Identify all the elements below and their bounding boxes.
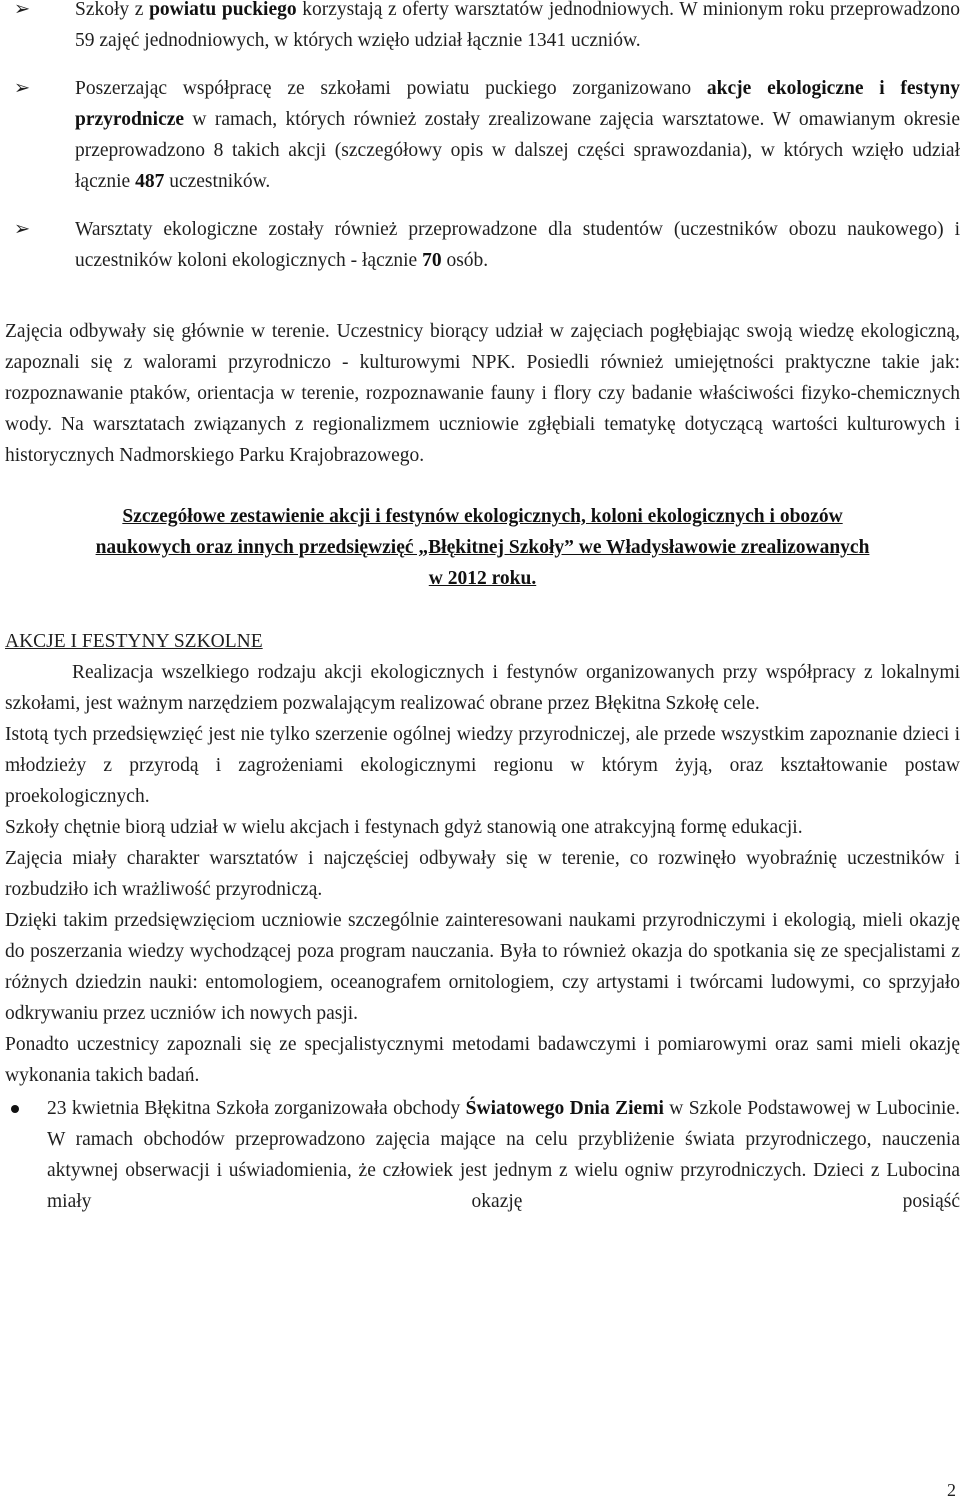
text: osób.: [441, 250, 489, 271]
paragraph: Realizacja wszelkiego rodzaju akcji ekologicznych i festynów organizowanych przy współpracy z lokalnymi szkołami, jest ważnym narzędziem pozwalającym realizować obrane przez Błękitna Szkołę cele.: [5, 662, 960, 714]
summary-heading: [5, 501, 960, 594]
text: uczestników.: [164, 171, 271, 192]
heading-line: w 2012 roku.: [428, 568, 537, 589]
bullet-item-ecological-actions: [5, 73, 960, 197]
paragraph: Szkoły chętnie biorą udział w wielu akcjach i festynach gdyż stanowią one atrakcyjną formę edukacji.: [5, 817, 803, 838]
bold-number: 487: [135, 171, 165, 192]
text: 23 kwietnia Błękitna Szkoła zorganizowała obchody: [47, 1098, 466, 1119]
text: w Szkole Podstawowej w Lubocinie. W ramach obchodów przeprowadzono zajęcia mające na celu przybliżenie świata przyrodniczego, nauczenia aktywnej obserwacji i uświadomienia, że człowiek jest jednym z wielu ogniw przyrodniczych. Dzieci z Lubocina miały okazję posiąść: [47, 1098, 960, 1212]
paragraph: Zajęcia miały charakter warsztatów i najczęściej odbywały się w terenie, co rozwinęło wyobraźnię uczestników i rozbudziło ich wrażliwość przyrodniczą.: [5, 848, 960, 900]
bullet-item-students-workshops: [5, 214, 960, 276]
section-title: AKCJE I FESTYNY SZKOLNE: [5, 631, 263, 652]
paragraph-field-activities: Zajęcia odbywały się głównie w terenie. Uczestnicy biorący udział w zajęciach pogłębiając swoją wiedzę ekologiczną, zapoznali się z walorami przyrodniczo - kulturowymi NPK. Posiedli również umiejętności praktyczne takie jak: rozpoznawanie ptaków, orientacja w terenie, rozpoznawanie fauny i flory czy badanie właściwości fizyko-chemicznych wody. Na warsztatach związanych z regionalizmem uczniowie zgłębiali tematykę dotyczącą wartości kulturowych i historycznych Nadmorskiego Parku Krajobrazowego.: [5, 321, 960, 466]
paragraph: Dzięki takim przedsięwzięciom uczniowie szczególnie zainteresowani naukami przyrodniczymi i ekologią, mieli okazję do poszerzania wiedzy wychodzącej poza program nauczania. Była to również okazja do spotkania się ze specjalistami z różnych dziedzin nauki: entomologiem, oceanografem ornitologiem, czy artystami i twórcami ludowymi, co sprzyjało odkrywaniu przez uczniów ich nowych pasji.: [5, 910, 960, 1024]
bullet-item-schools: [5, 0, 960, 56]
text: Poszerzając współpracę ze szkołami powiatu puckiego zorganizowano: [75, 78, 707, 99]
document-page: [5, 0, 960, 1217]
text: korzystają z oferty warsztatów jednodniowych. W minionym roku przeprowadzono 59 zajęć jednodniowych, w których wzięło udział łącznie 1341 uczniów.: [75, 0, 960, 51]
text: Warsztaty ekologiczne zostały również przeprowadzone dla studentów (uczestników obozu naukowego) i uczestników koloni ekologicznych - łącznie: [75, 219, 960, 271]
text: Szkoły z: [75, 0, 150, 20]
bold-number: 70: [422, 250, 442, 271]
text: w ramach, których również zostały zrealizowane zajęcia warsztatowe. W omawianym okresie przeprowadzono 8 takich akcji (szczegółowy opis w dalszej części sprawozdania), w których wzięło udział łącznie: [75, 109, 960, 192]
arrow-bullet-icon: ➢: [13, 0, 31, 20]
paragraph: Istotą tych przedsięwzięć jest nie tylko szerzenie ogólnej wiedzy przyrodniczej, ale przede wszystkim zapoznanie dzieci i młodzieży z przyrodą i zagrożeniami ekologicznymi regionu w którym żyją, oraz kształtowanie postaw proekologicznych.: [5, 724, 960, 807]
heading-line: naukowych oraz innych przedsięwzięć „Błękitnej Szkoły” we Władysławowie zrealizowanych: [95, 537, 870, 558]
list-item-earth-day: [5, 1093, 960, 1217]
paragraph: Ponadto uczestnicy zapoznali się ze specjalistycznymi metodami badawczymi i pomiarowymi oraz sami mieli okazję wykonania takich badań.: [5, 1034, 960, 1086]
arrow-bullet-icon: ➢: [13, 78, 31, 99]
heading-line: Szczegółowe zestawienie akcji i festynów ekologicznych, koloni ekologicznych i obozów: [122, 506, 843, 527]
arrow-bullet-icon: ➢: [13, 219, 31, 240]
bold-text: akcje ekologiczne i festyny przyrodnicze: [75, 78, 960, 130]
filled-dot-icon: [11, 1105, 19, 1113]
bold-text: powiatu puckiego: [149, 0, 297, 20]
page-number: 2: [947, 1480, 956, 1500]
bold-text: Światowego Dnia Ziemi: [465, 1098, 664, 1119]
